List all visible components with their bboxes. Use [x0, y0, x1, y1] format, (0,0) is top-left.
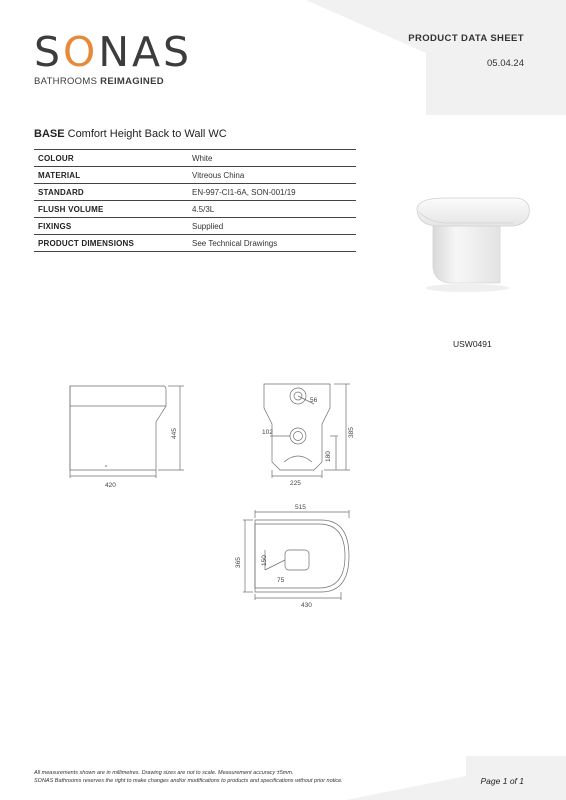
brand-logo [34, 30, 192, 87]
document-date: 05.04.24 [487, 58, 524, 69]
dim-base: 430 [301, 602, 312, 609]
spec-label: STANDARD [34, 184, 188, 201]
dim-length: 515 [295, 504, 306, 511]
product-code: USW0491 [453, 339, 492, 349]
dim-depth: 420 [105, 482, 116, 489]
dim-total-height: 385 [348, 427, 355, 438]
spec-label: FLUSH VOLUME [34, 201, 188, 218]
spec-value: See Technical Drawings [188, 235, 356, 252]
dim-width: 225 [290, 480, 301, 487]
footer-note-line2: SONAS Bathrooms reserves the right to make changes and/or modifications to products and specifications without prior notice. [34, 778, 343, 784]
dim-offset: 102 [262, 429, 273, 436]
product-photo [405, 190, 535, 300]
table-row [34, 201, 356, 218]
table-row [34, 150, 356, 167]
dim-angle: 75 [277, 577, 285, 584]
brand-tagline: BATHROOMS REIMAGINED [34, 76, 164, 87]
logo-wordmark: SONAS [34, 28, 193, 76]
specs-table [34, 149, 356, 252]
top-plan-drawing [225, 500, 355, 612]
dim-hole: 150 [261, 555, 268, 566]
table-row [34, 218, 356, 235]
back-elevation-drawing [250, 378, 360, 493]
dim-top-diameter: 56 [310, 397, 318, 404]
side-elevation-drawing [60, 378, 195, 493]
footer-note-line1: All measurements shown are in millimetres. Drawing sizes are not to scale. Measurement accuracy ±5mm. [34, 770, 294, 776]
spec-value: 4.5/3L [188, 201, 356, 218]
spec-label: MATERIAL [34, 167, 188, 184]
dim-outlet-height: 180 [325, 451, 332, 462]
spec-label: COLOUR [34, 150, 188, 167]
spec-value: Vitreous China [188, 167, 356, 184]
dim-height: 445 [171, 428, 178, 439]
spec-value: Supplied [188, 218, 356, 235]
document-type: PRODUCT DATA SHEET [408, 33, 524, 44]
spec-label: PRODUCT DIMENSIONS [34, 235, 188, 252]
spec-label: FIXINGS [34, 218, 188, 235]
page-number: Page 1 of 1 [480, 776, 524, 786]
table-row [34, 167, 356, 184]
dim-plan-width: 365 [235, 557, 242, 568]
table-row [34, 235, 356, 252]
product-title: BASE Comfort Height Back to Wall WC [34, 128, 227, 140]
spec-value: EN-997-CI1-6A, SON-001/19 [188, 184, 356, 201]
table-row [34, 184, 356, 201]
footer-disclaimer [34, 769, 343, 785]
spec-value: White [188, 150, 356, 167]
